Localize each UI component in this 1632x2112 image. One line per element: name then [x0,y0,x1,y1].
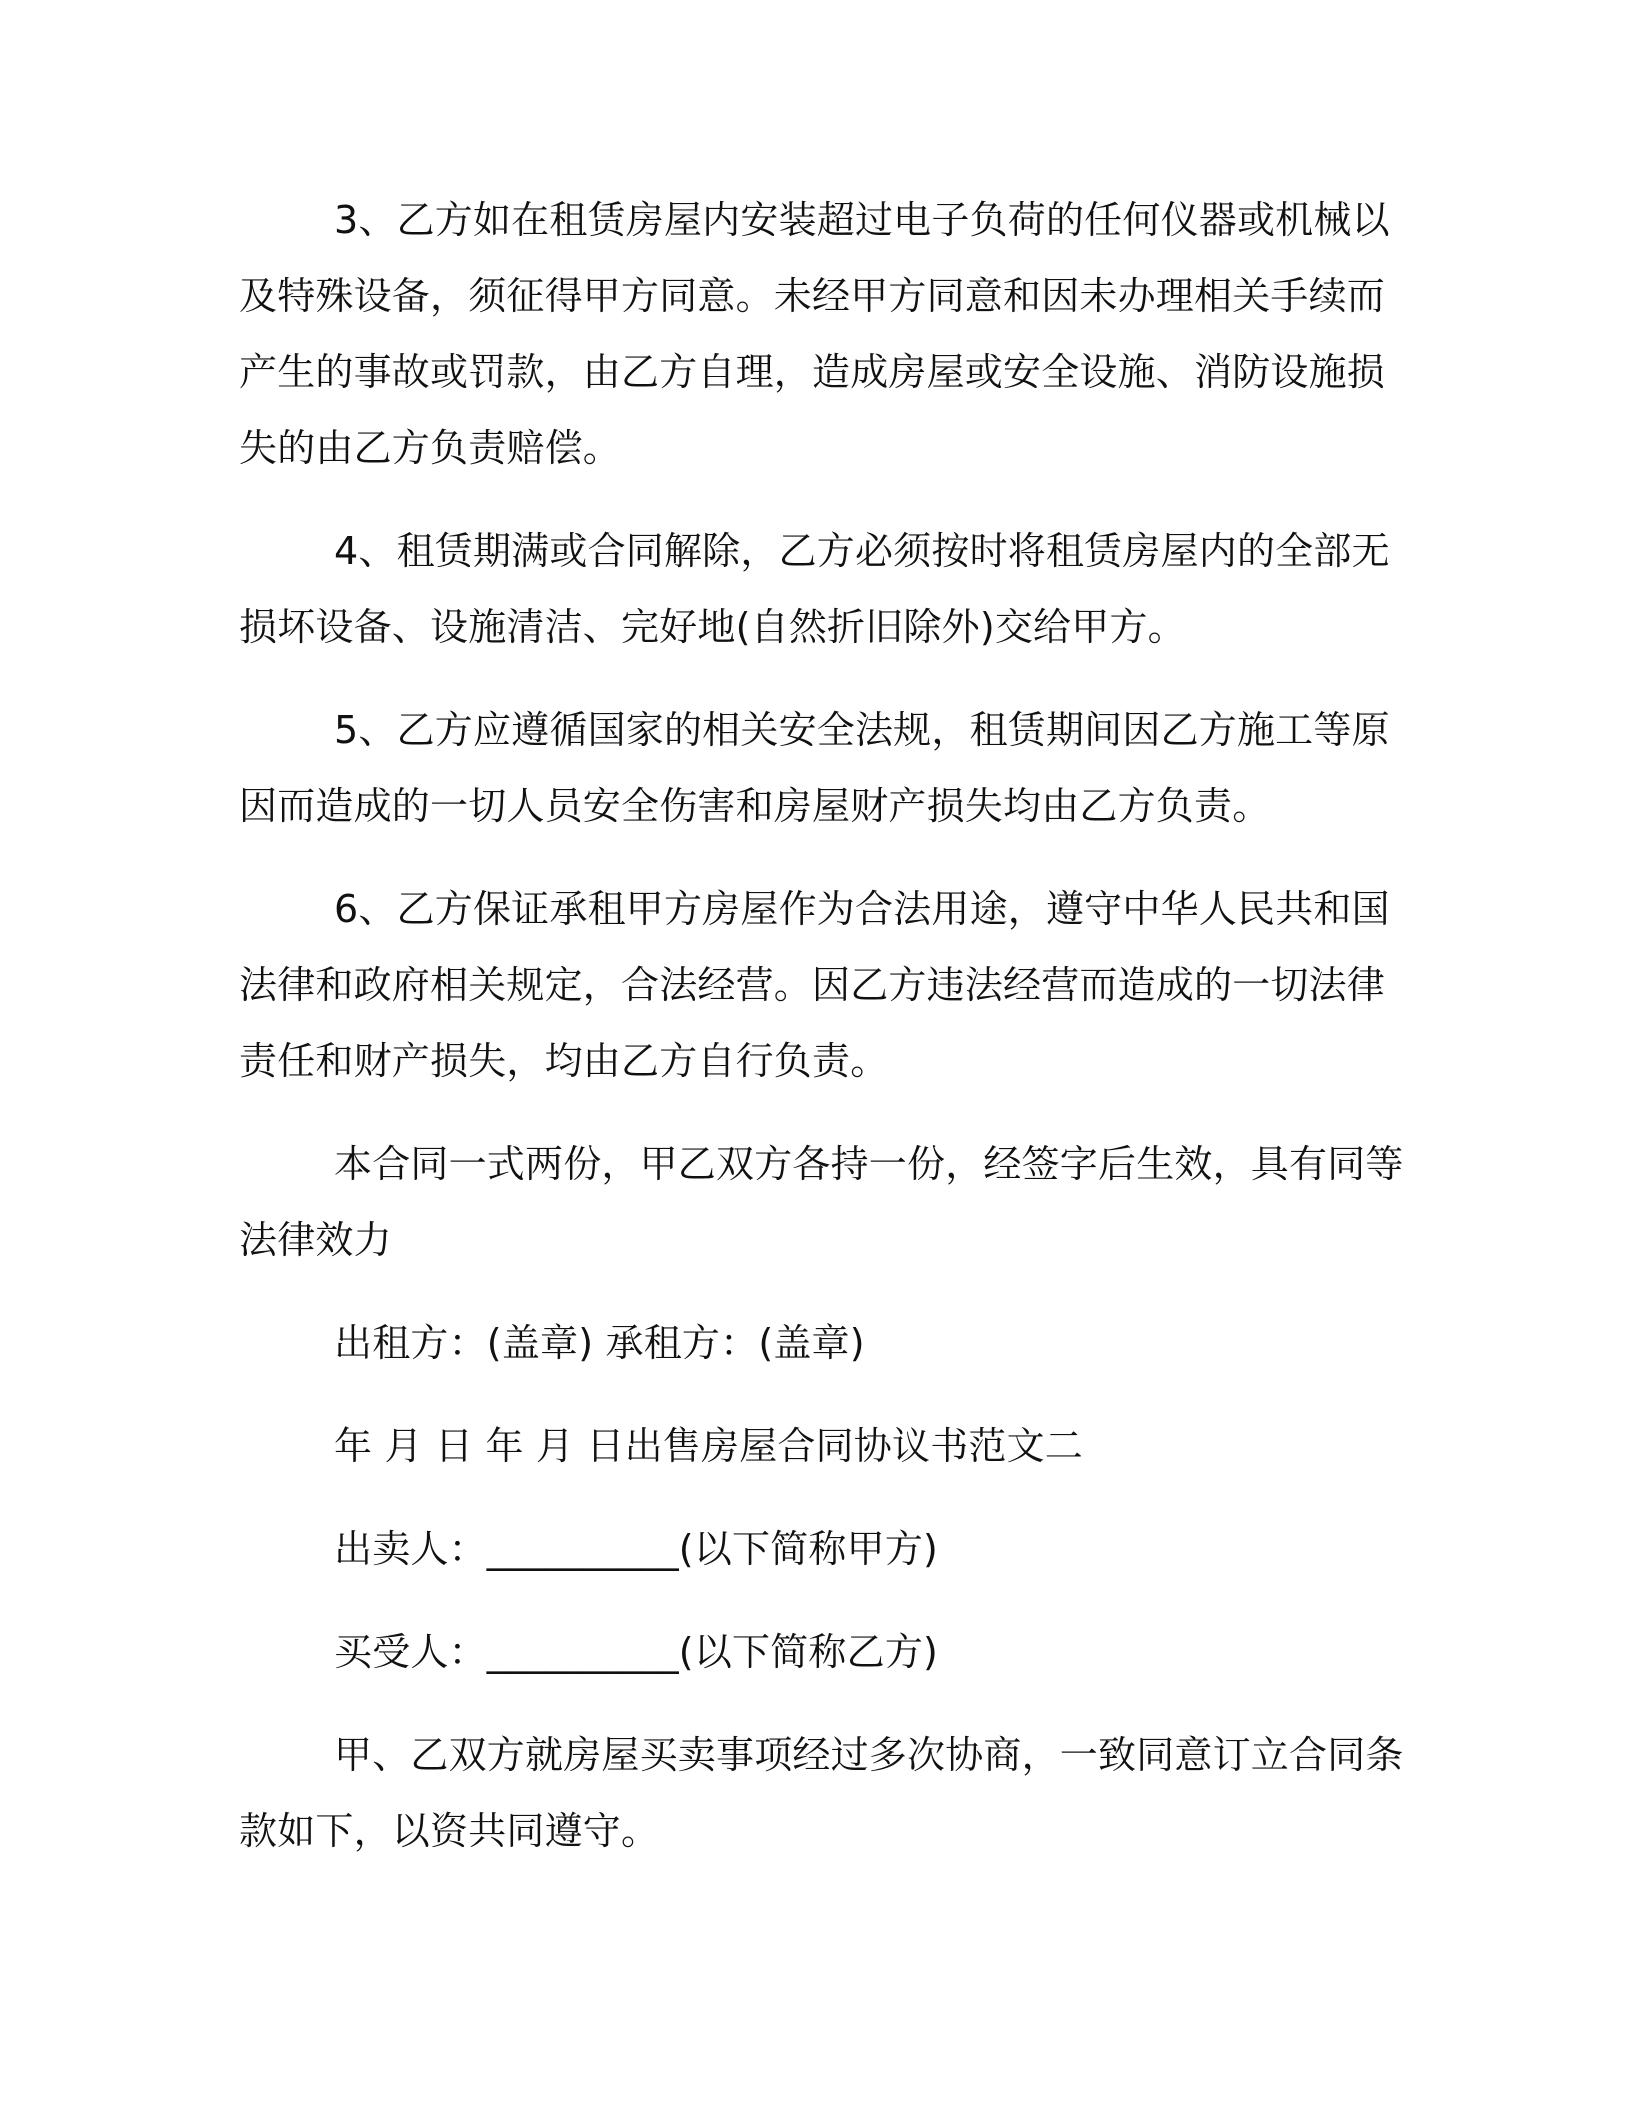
copies-line-1: 本合同一式两份，甲乙双方各持一份，经签字后生效，具有同等 [334,1142,1404,1186]
clause-5-line-2: 因而造成的一切人员安全伤害和房屋财产损失均由乙方负责。 [239,784,1271,828]
clause-3-line-4: 失的由乙方负责赔偿。 [239,426,622,470]
agreement-line-2: 款如下，以资共同遵守。 [239,1809,660,1853]
clause-4-line-1: 4、租赁期满或合同解除，乙方必须按时将租赁房屋内的全部无 [334,529,1390,573]
clause-3-line-2: 及特殊设备，须征得甲方同意。未经甲方同意和因未办理相关手续而 [239,274,1386,318]
clause-6-line-1: 6、乙方保证承租甲方房屋作为合法用途，遵守中华人民共和国 [334,887,1390,931]
date-title-line: 年 月 日 年 月 日出售房屋合同协议书范文二 [334,1424,1083,1468]
clause-3-line-1: 3、乙方如在租赁房屋内安装超过电子负荷的任何仪器或机械以 [334,198,1390,242]
seller-line: 出卖人：__________(以下简称甲方) [334,1527,939,1571]
buyer-line: 买受人：__________(以下简称乙方) [334,1630,939,1674]
clause-4-line-2: 损坏设备、设施清洁、完好地(自然折旧除外)交给甲方。 [239,605,1186,649]
clause-6-line-2: 法律和政府相关规定，合法经营。因乙方违法经营而造成的一切法律 [239,963,1386,1007]
clause-3-line-3: 产生的事故或罚款，由乙方自理，造成房屋或安全设施、消防设施损 [239,350,1386,394]
agreement-line-1: 甲、乙双方就房屋买卖事项经过多次协商，一致同意订立合同条 [334,1733,1404,1777]
signature-line: 出租方：(盖章) 承租方：(盖章) [334,1321,865,1365]
clause-5-line-1: 5、乙方应遵循国家的相关安全法规，租赁期间因乙方施工等原 [334,708,1390,752]
copies-line-2: 法律效力 [239,1218,392,1262]
clause-6-line-3: 责任和财产损失，均由乙方自行负责。 [239,1039,889,1083]
